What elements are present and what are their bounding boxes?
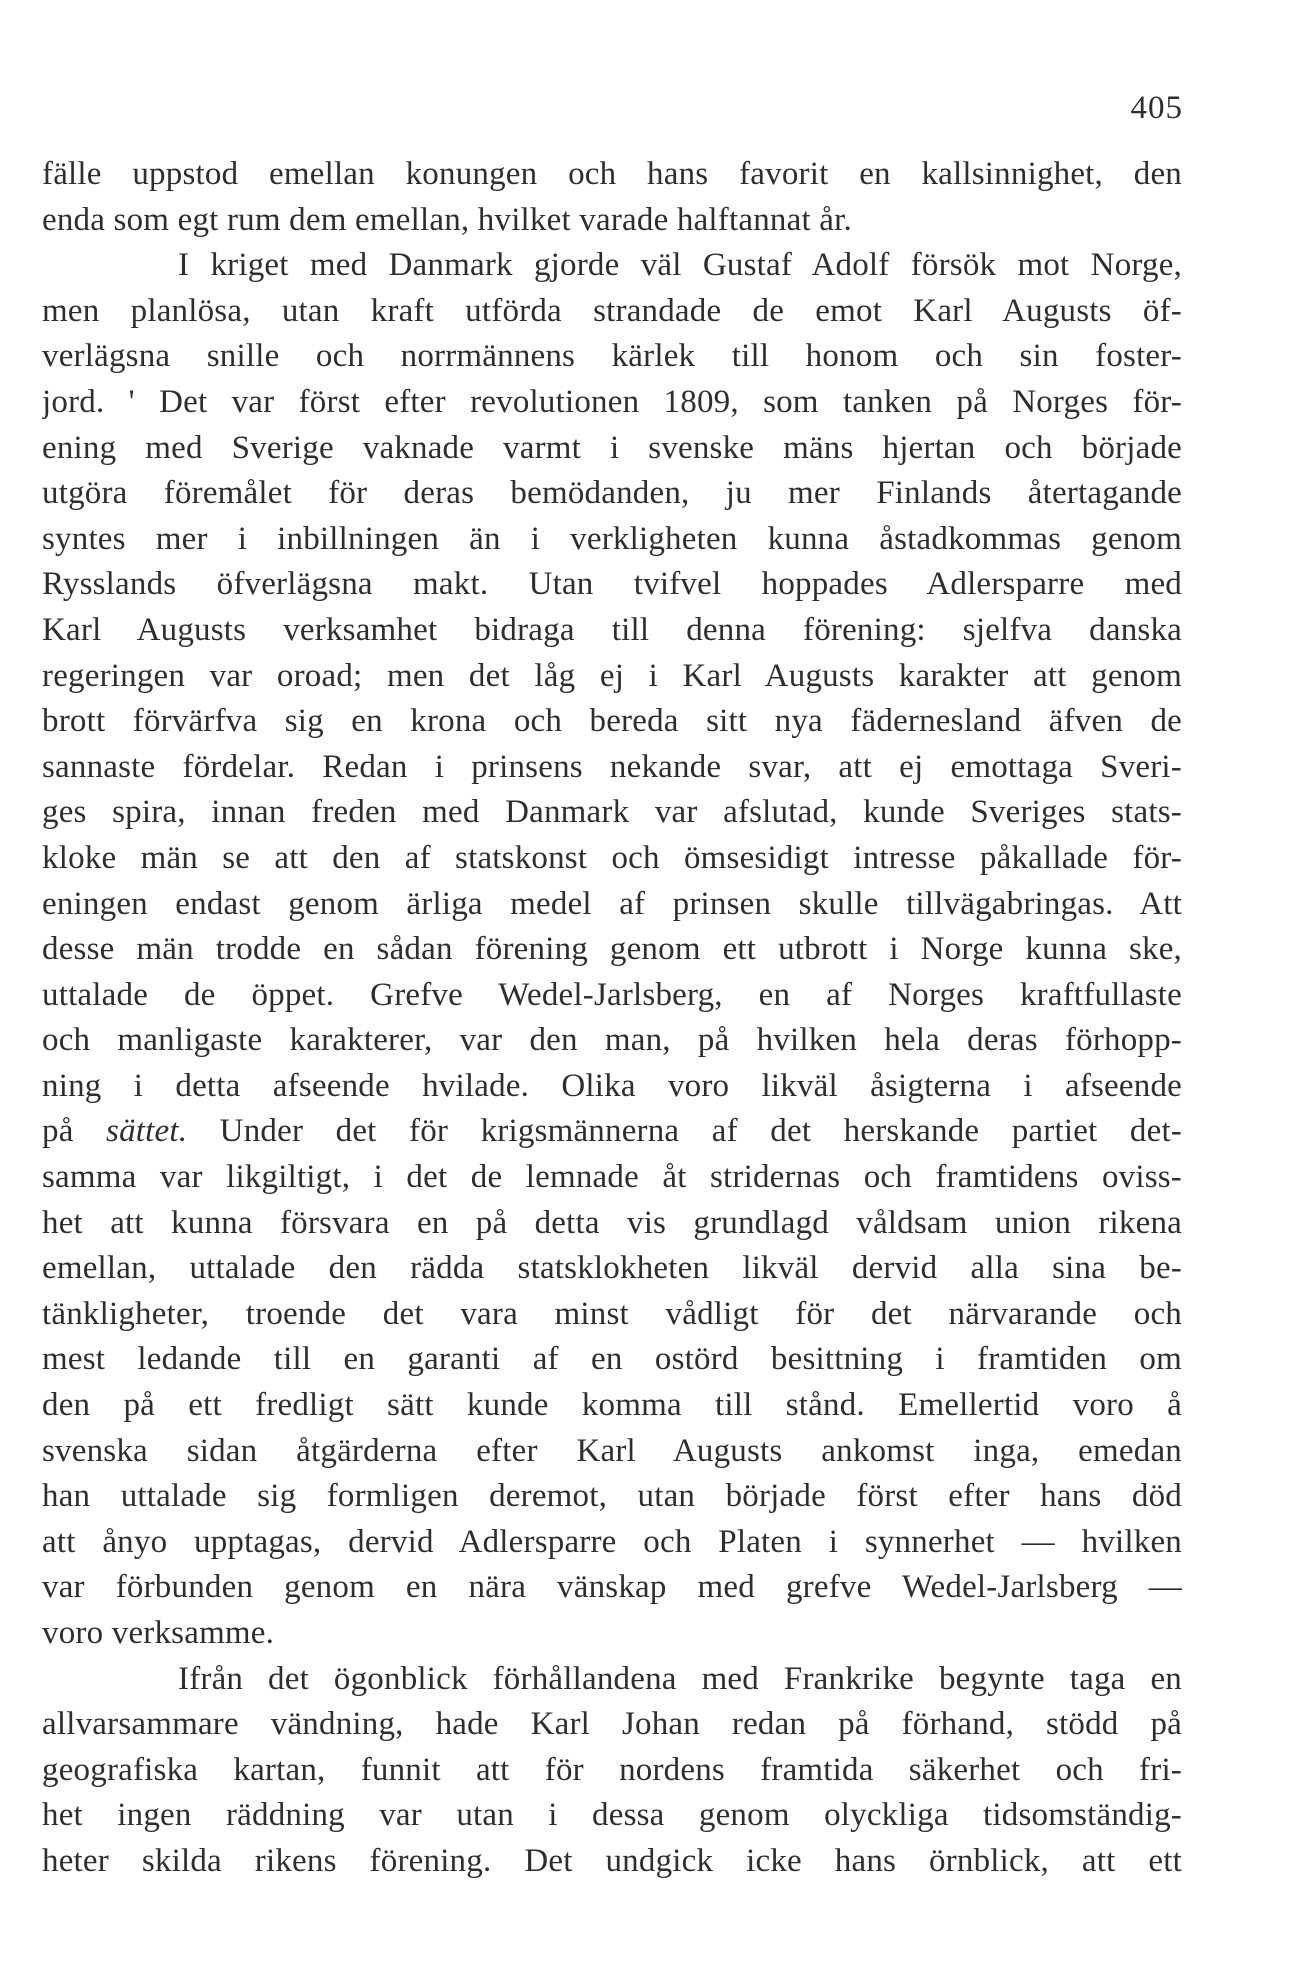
text-segment: han uttalade sig formligen deremot, utan började först efter hans död [42,1478,1182,1515]
text-line [42,1383,1182,1429]
page-number: 405 [1130,90,1183,126]
text-segment: men planlösa, utan kraft utförda strandade de emot Karl Augusts öf- [42,292,1182,329]
text-line [42,152,1182,198]
text-segment: ning i detta afseende hvilade. Olika voro likväl åsigterna i afseende [42,1067,1182,1104]
text-line [42,517,1182,563]
text-segment: I kriget med Danmark gjorde väl Gustaf Adolf försök mot Norge, [178,247,1182,284]
text-line [42,1565,1182,1611]
text-line [42,471,1182,517]
text-line [42,973,1182,1019]
text-segment: het att kunna försvara en på detta vis grundlagd våldsam union rikena [42,1204,1182,1241]
text-segment: Rysslands öfverlägsna makt. Utan tvifvel hoppades Adlersparre med [42,566,1182,603]
text-line [42,836,1182,882]
text-segment: ening med Sverige vaknade varmt i svenske mäns hjertan och började [42,429,1182,466]
text-segment: Karl Augusts verksamhet bidraga till denna förening: sjelfva danska [42,611,1182,648]
text-line [42,380,1182,426]
text-line [42,1748,1182,1794]
text-segment: kloke män se att den af statskonst och ömsesidigt intresse påkallade för- [42,839,1182,876]
text-segment: den på ett fredligt sätt kunde komma till stånd. Emellertid voro å [42,1387,1182,1424]
text-line [42,1702,1182,1748]
text-line [42,1292,1182,1338]
text-segment: mest ledande till en garanti af en ostörd besittning i framtiden om [42,1341,1182,1378]
text-line [42,1839,1182,1885]
text-line [42,927,1182,973]
text-line [42,426,1182,472]
text-line [42,882,1182,928]
text-line [42,289,1182,335]
text-segment: geografiska kartan, funnit att för nordens framtida säkerhet och fri- [42,1751,1182,1788]
text-segment: brott förvärfva sig en krona och bereda sitt nya fädernesland äfven de [42,703,1182,740]
text-segment: fälle uppstod emellan konungen och hans favorit en kallsinnighet, den [42,156,1182,192]
body-text [42,152,1182,1885]
text-segment: på [42,1113,107,1150]
text-line [42,1155,1182,1201]
text-segment: het ingen räddning var utan i dessa genom olyckliga tidsomständig- [42,1797,1182,1834]
text-segment: att ånyo upptagas, dervid Adlersparre och Platen i synnerhet — hvilken [42,1523,1182,1560]
text-line [42,1201,1182,1247]
text-line [42,1337,1182,1383]
text-line [42,745,1182,791]
text-segment: desse män trodde en sådan förening genom ett utbrott i Norge kunna ske, [42,931,1182,968]
text-line [42,1657,1182,1703]
text-segment: Ifrån det ögonblick förhållandena med Frankrike begynte taga en [178,1660,1182,1697]
text-segment: heter skilda rikens förening. Det undgick icke hans örnblick, att ett [42,1842,1182,1879]
text-segment: utgöra föremålet för deras bemödanden, ju mer Finlands återtagande [42,475,1182,512]
text-line [42,1793,1182,1839]
text-line [42,1246,1182,1292]
text-segment: verlägsna snille och norrmännens kärlek till honom och sin foster- [42,338,1182,375]
text-segment: enda som egt rum dem emellan, hvilket varade halftannat år. [42,201,852,238]
text-segment: samma var likgiltigt, i det de lemnade åt stridernas och framtidens oviss- [42,1159,1182,1196]
text-line [42,334,1182,380]
italic-word: sättet. [106,1113,188,1150]
text-line [42,1520,1182,1566]
text-line [42,562,1182,608]
text-segment: Under det för krigsmännerna af det herskande partiet det- [187,1113,1182,1150]
text-segment: ges spira, innan freden med Danmark var afslutad, kunde Sveriges stats- [42,794,1182,831]
text-segment: och manligaste karakterer, var den man, på hvilken hela deras förhopp- [42,1022,1182,1059]
text-line [42,1474,1182,1520]
text-segment: emellan, uttalade den rädda statsklokheten likväl dervid alla sina be- [42,1250,1182,1287]
text-segment: regeringen var oroad; men det låg ej i Karl Augusts karakter att genom [42,657,1182,694]
text-line [42,1611,1182,1657]
text-segment: sannaste fördelar. Redan i prinsens nekande svar, att ej emottaga Sveri- [42,748,1182,785]
text-line [42,1429,1182,1475]
text-segment: allvarsammare vändning, hade Karl Johan redan på förhand, stödd på [42,1706,1182,1743]
text-line [42,1109,1182,1155]
text-line [42,608,1182,654]
text-segment: voro verksamme. [42,1615,275,1651]
text-line [42,699,1182,745]
text-line [42,243,1182,289]
text-segment: var förbunden genom en nära vänskap med grefve Wedel-Jarlsberg — [42,1569,1182,1606]
text-segment: syntes mer i inbillningen än i verkligheten kunna åstadkommas genom [42,520,1182,557]
text-line [42,790,1182,836]
text-line [42,1018,1182,1064]
text-segment: uttalade de öppet. Grefve Wedel-Jarlsberg, en af Norges kraftfullaste [42,976,1182,1013]
text-segment: eningen endast genom ärliga medel af prinsen skulle tillvägabringas. Att [42,885,1182,922]
text-line [42,198,1182,244]
text-segment: tänkligheter, troende det vara minst vådligt för det närvarande och [42,1295,1182,1332]
text-segment: svenska sidan åtgärderna efter Karl Augusts ankomst inga, emedan [42,1432,1182,1469]
text-segment: jord. ' Det var först efter revolutionen 1809, som tanken på Norges för- [42,383,1182,420]
text-line [42,654,1182,700]
text-line [42,1064,1182,1110]
